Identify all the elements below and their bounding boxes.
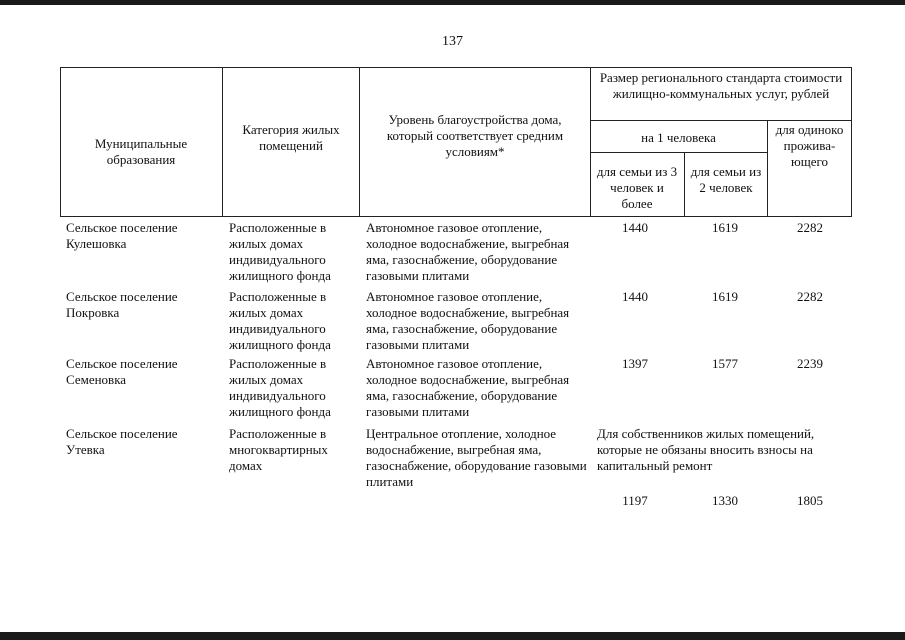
page-number: 137 bbox=[442, 34, 463, 49]
scan-border-bottom bbox=[0, 632, 905, 640]
row-2-family2: 1619 bbox=[712, 289, 738, 304]
row-4-note: Для собственников жилых помещений, которые не обязаны вносить взносы на капитальный ремонт bbox=[597, 426, 815, 473]
row-3-category: Расположенные в жилых домах индивидуального жилищного фонда bbox=[229, 356, 331, 419]
header-right-border bbox=[851, 67, 852, 217]
row-1-single: 2282 bbox=[797, 220, 823, 235]
row-1-amenities: Автономное газовое отопление, холодное водоснабжение, выгребная яма, газоснабжение, оборудование газовыми плитами bbox=[366, 220, 570, 283]
header-divider-upper bbox=[590, 120, 852, 121]
row-2-single: 2282 bbox=[797, 289, 823, 304]
header-separator-2 bbox=[359, 67, 360, 217]
table-top-border bbox=[60, 67, 852, 68]
row-4-family3: 1197 bbox=[622, 493, 648, 508]
row-3-amenities: Автономное газовое отопление, холодное водоснабжение, выгребная яма, газоснабжение, оборудование газовыми плитами bbox=[366, 356, 570, 419]
row-3-single: 2239 bbox=[797, 356, 823, 371]
header-left-border bbox=[60, 67, 61, 217]
row-4-single: 1805 bbox=[797, 493, 823, 508]
header-divider-middle bbox=[590, 152, 767, 153]
header-family2: для семьи из 2 человек bbox=[690, 164, 762, 195]
row-2-family3: 1440 bbox=[622, 289, 648, 304]
row-3-family3: 1397 bbox=[622, 356, 648, 371]
header-single: для одиноко прожива-ющего bbox=[775, 122, 844, 169]
header-separator-4 bbox=[684, 152, 685, 217]
row-2-category: Расположенные в жилых домах индивидуального жилищного фонда bbox=[229, 289, 331, 352]
header-municipality: Муниципальные образования bbox=[94, 136, 188, 167]
row-4-municipality: Сельское поселение Утевка bbox=[66, 426, 178, 457]
row-1-category: Расположенные в жилых домах индивидуального жилищного фонда bbox=[229, 220, 331, 283]
header-separator-1 bbox=[222, 67, 223, 217]
header-separator-3 bbox=[590, 67, 591, 217]
header-category: Категория жилых помещений bbox=[242, 122, 340, 153]
header-separator-5 bbox=[767, 120, 768, 217]
row-2-amenities: Автономное газовое отопление, холодное водоснабжение, выгребная яма, газоснабжение, оборудование газовыми плитами bbox=[366, 289, 570, 352]
row-4-amenities: Центральное отопление, холодное водоснабжение, выгребная яма, газоснабжение, оборудование газовыми плитами bbox=[366, 426, 587, 489]
row-4-category: Расположенные в многоквартирных домах bbox=[229, 426, 328, 473]
header-per-person: на 1 человека bbox=[641, 130, 716, 145]
row-3-family2: 1577 bbox=[712, 356, 738, 371]
row-1-family2: 1619 bbox=[712, 220, 738, 235]
header-bottom-border bbox=[60, 216, 852, 217]
row-3-municipality: Сельское поселение Семеновка bbox=[66, 356, 178, 387]
row-2-municipality: Сельское поселение Покровка bbox=[66, 289, 178, 320]
row-1-municipality: Сельское поселение Кулешовка bbox=[66, 220, 178, 251]
header-standard-size: Размер регионального стандарта стоимости жилищно-коммунальных услуг, рублей bbox=[599, 70, 843, 101]
row-1-family3: 1440 bbox=[622, 220, 648, 235]
header-family3: для семьи из 3 человек и более bbox=[596, 164, 678, 211]
header-amenities: Уровень благоустройства дома, который соответствует средним условиям* bbox=[386, 112, 564, 159]
row-4-family2: 1330 bbox=[712, 493, 738, 508]
